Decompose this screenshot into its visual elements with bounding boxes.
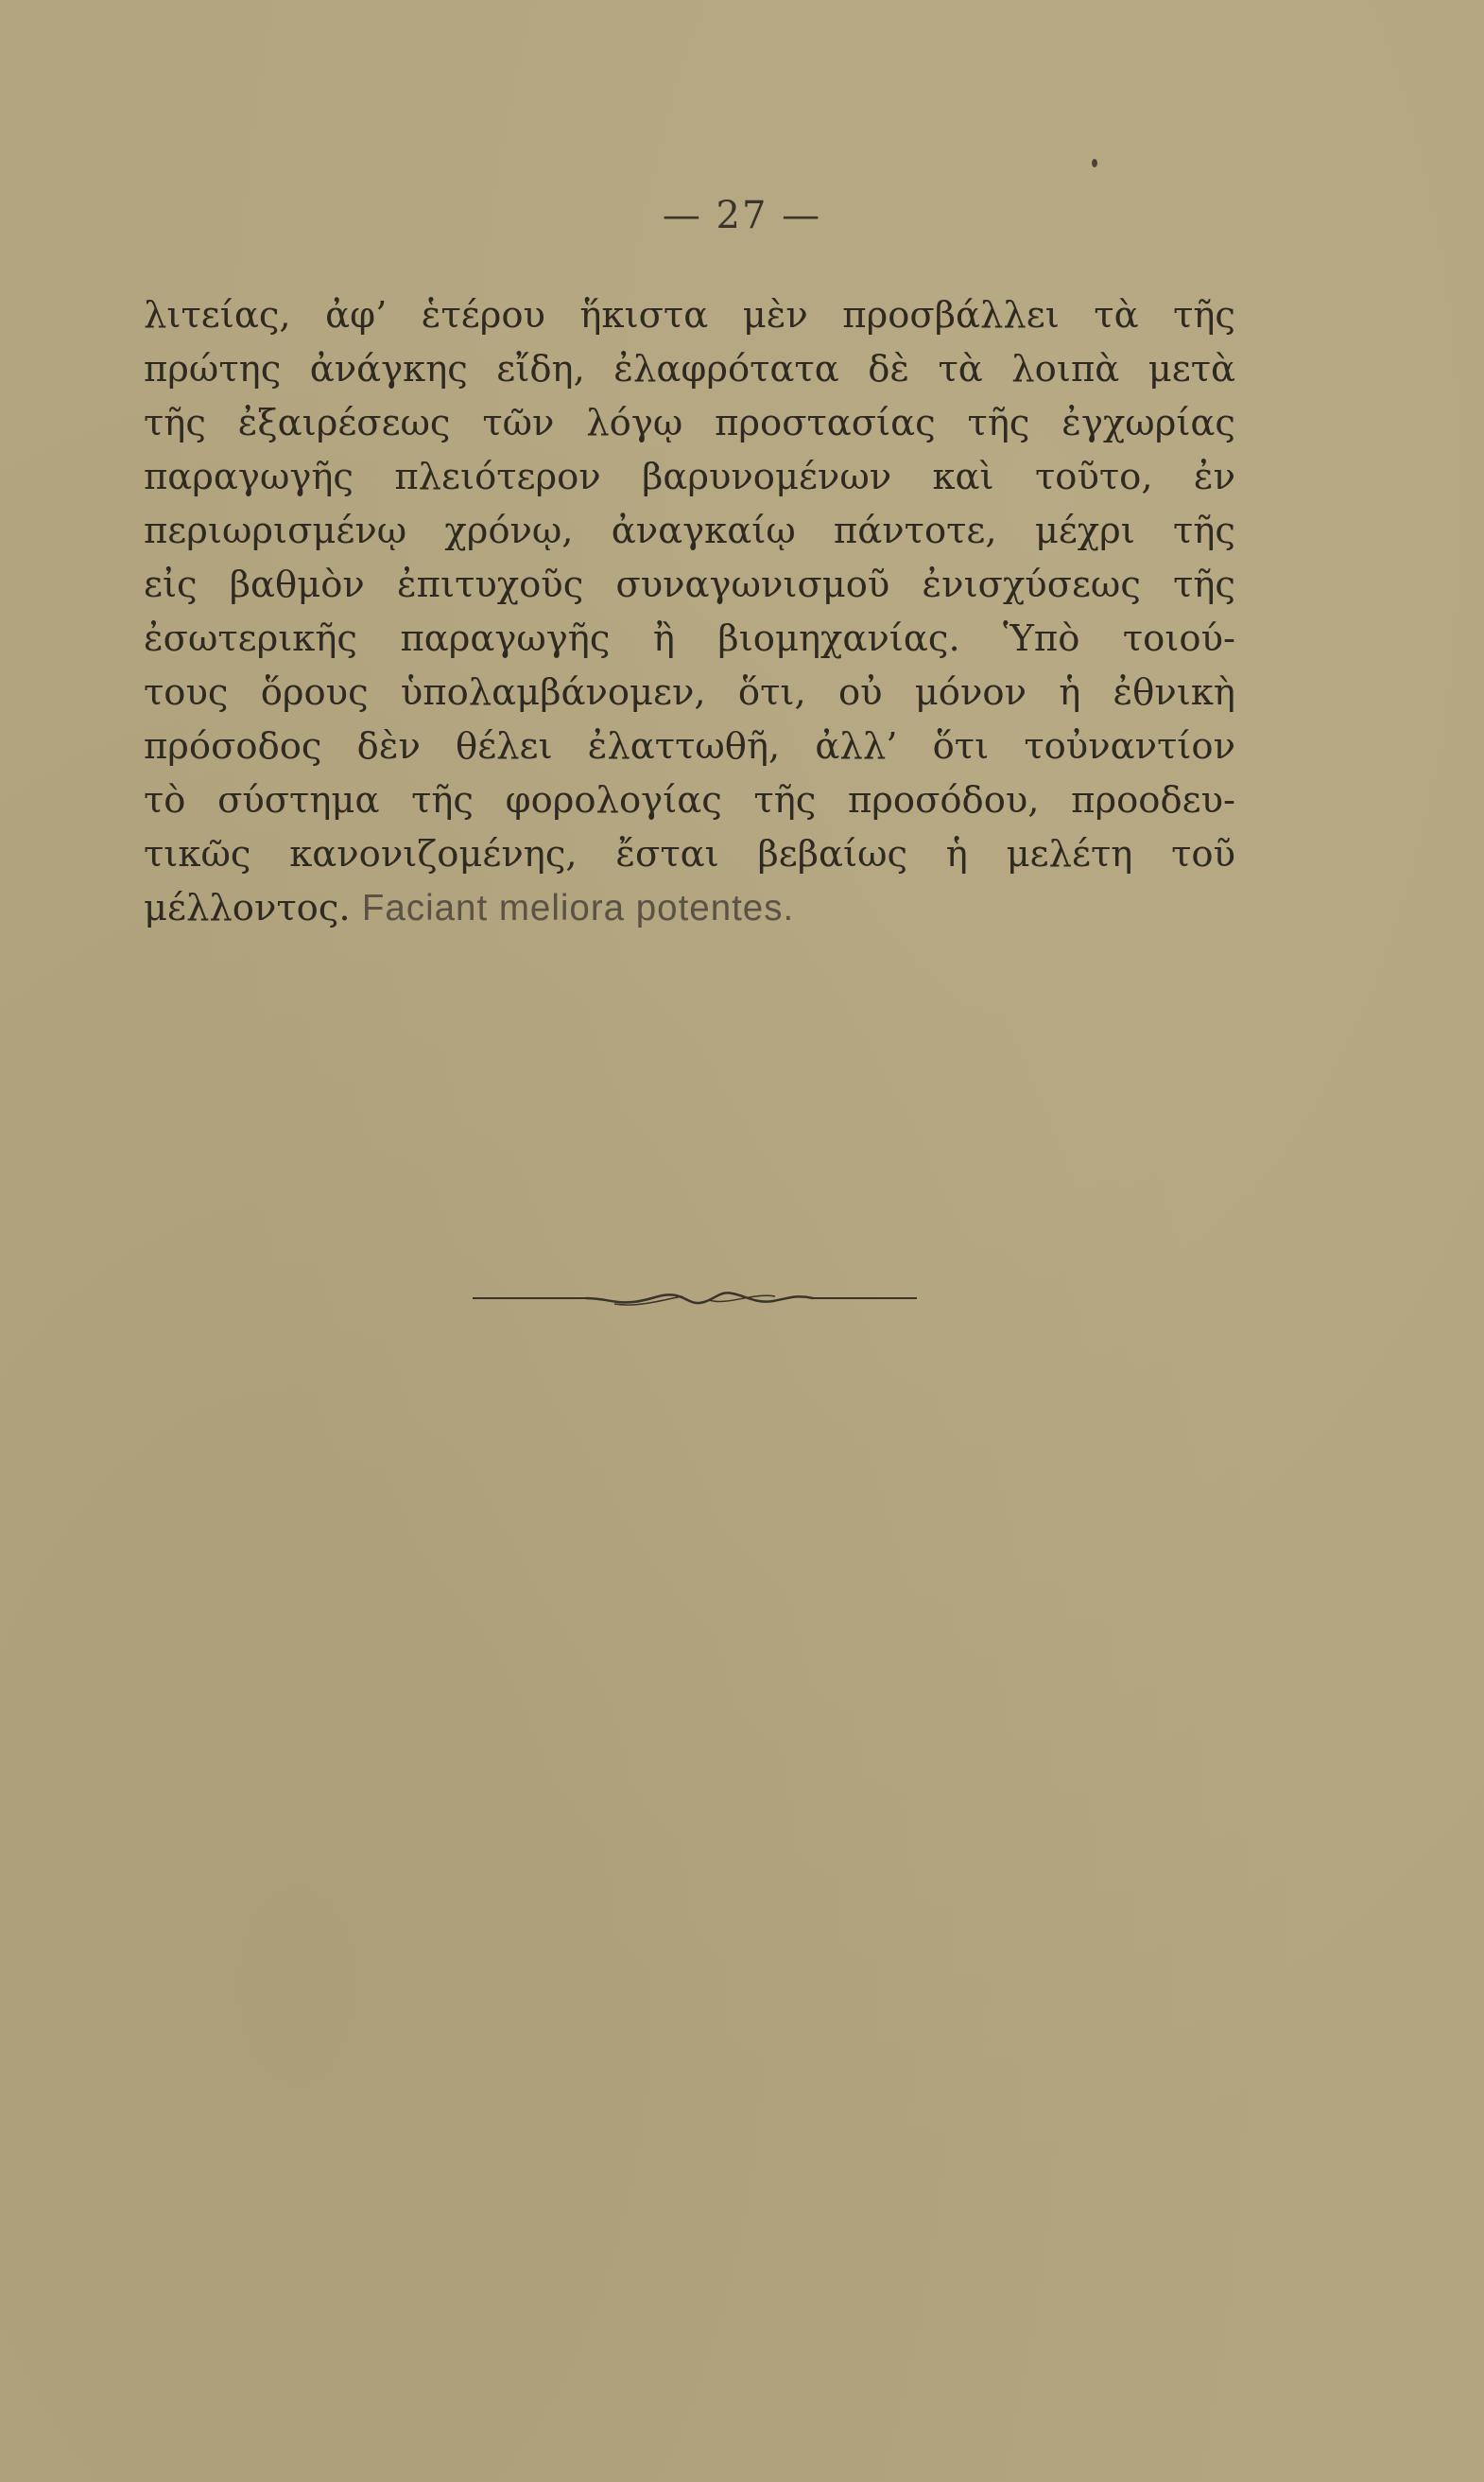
text-line-last [144, 881, 1235, 935]
text-line: τικῶς κανονιζομένης, ἔσται βεβαίως ἡ μελέτη τοῦ [144, 833, 1235, 876]
closing-word: μέλλοντος. [144, 887, 351, 929]
text-line: πρόσοδος δὲν θέλει ἐλαττωθῆ, ἀλλ’ ὅτι τοὐναντίον [144, 725, 1235, 768]
ink-speck [1092, 159, 1097, 167]
text-line: λιτείας, ἀφ’ ἑτέρου ἥκιστα μὲν προσβάλλει τὰ τῆς [144, 294, 1235, 337]
page-number: — 27 — [662, 194, 822, 237]
text-line: παραγωγῆς πλειότερον βαρυνομένων καὶ τοῦτο, ἐν [144, 456, 1235, 498]
text-line: τους ὅρους ὑπολαμβάνομεν, ὅτι, οὐ μόνον ἡ ἐθνικὴ [144, 671, 1235, 714]
text-line: τὸ σύστημα τῆς φορολογίας τῆς προσόδου, προοδευ- [144, 779, 1235, 822]
latin-quote: Faciant meliora potentes. [361, 888, 795, 929]
text-line: περιωρισμένῳ χρόνῳ, ἀναγκαίῳ πάντοτε, μέχρι τῆς [144, 510, 1235, 552]
text-line: εἰς βαθμὸν ἐπιτυχοῦς συναγωνισμοῦ ἐνισχύσεως τῆς [144, 564, 1235, 606]
body-text [144, 288, 1235, 935]
text-line: πρώτης ἀνάγκης εἴδη, ἐλαφρότατα δὲ τὰ λοιπὰ μετὰ [144, 348, 1235, 391]
text-line: ἐσωτερικῆς παραγωγῆς ἢ βιομηχανίας. Ὑπὸ τοιού- [144, 617, 1235, 660]
text-line: τῆς ἐξαιρέσεως τῶν λόγῳ προστασίας τῆς ἐγχωρίας [144, 402, 1235, 444]
ornament-divider [473, 1279, 917, 1317]
